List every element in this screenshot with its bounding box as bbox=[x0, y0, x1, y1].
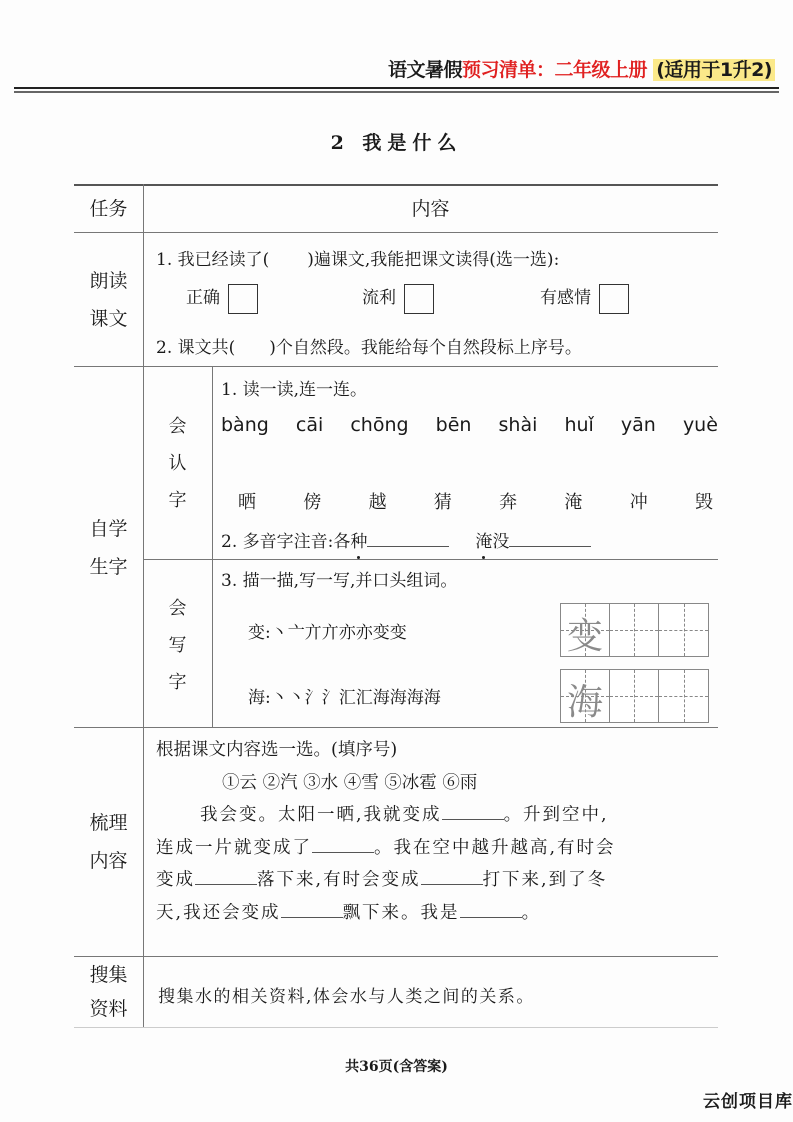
answer-blank[interactable] bbox=[195, 884, 257, 885]
character-item[interactable]: 淹 bbox=[564, 492, 583, 513]
task-label-self-study bbox=[74, 510, 143, 586]
writing-grid-bian[interactable] bbox=[560, 603, 709, 657]
row-divider bbox=[74, 232, 718, 233]
task-label-line: 自学 bbox=[89, 518, 128, 540]
stroke-order-bian: 变:丶亠亣亣亦亦变变 bbox=[248, 623, 407, 643]
task-label-line: 梳理 bbox=[89, 812, 128, 834]
checkbox-correct[interactable] bbox=[228, 284, 258, 314]
pinyin-item[interactable]: yuè bbox=[682, 414, 718, 436]
fill-line: 变成 落下来,有时会变成 打下来,到了冬 bbox=[156, 870, 608, 890]
reading-option-correct: 正确 bbox=[186, 283, 258, 314]
writing-cell[interactable] bbox=[659, 604, 708, 656]
pinyin-row bbox=[221, 414, 718, 436]
answer-blank[interactable] bbox=[312, 852, 374, 853]
writing-cell[interactable] bbox=[610, 670, 659, 722]
table-top-border bbox=[74, 184, 718, 186]
recognize-question-1: 1. 读一读,连一连。 bbox=[221, 380, 368, 400]
page-footer: 共36页(含答案) bbox=[345, 1059, 448, 1075]
task-label-line: 课文 bbox=[89, 308, 128, 330]
watermark: 云创项目库 bbox=[703, 1092, 793, 1112]
fill-line: 天,我还会变成 飘下来。我是 。 bbox=[156, 902, 542, 923]
choice-list: ①云 ②汽 ③水 ④雪 ⑤冰雹 ⑥雨 bbox=[222, 772, 478, 793]
pinyin-item[interactable]: shài bbox=[498, 414, 538, 436]
character-item[interactable]: 晒 bbox=[238, 492, 256, 513]
answer-blank[interactable] bbox=[460, 917, 522, 918]
column-header-content: 内容 bbox=[411, 198, 450, 220]
checkbox-fluent[interactable] bbox=[404, 284, 434, 314]
fill-line: 连成一片就变成了 。我在空中越升越高,有时会 bbox=[156, 837, 616, 858]
character-row bbox=[238, 488, 713, 514]
task-label-collect bbox=[74, 958, 143, 1026]
task-label-organize bbox=[74, 804, 143, 880]
subcolumn-divider bbox=[212, 366, 213, 727]
character-item[interactable]: 毁 bbox=[694, 492, 713, 513]
subtask-label-recognize: 会 认 字 bbox=[168, 416, 187, 511]
organize-instruction: 根据课文内容选一选。(填序号) bbox=[156, 740, 398, 760]
character-item[interactable]: 傍 bbox=[303, 492, 322, 513]
pinyin-item[interactable]: cāi bbox=[295, 414, 324, 436]
task-label-line: 内容 bbox=[89, 850, 128, 872]
row-divider bbox=[74, 727, 718, 728]
checkbox-expressive[interactable] bbox=[599, 284, 629, 314]
header-series: 语文暑假 bbox=[388, 59, 463, 81]
pinyin-item[interactable]: chōng bbox=[350, 414, 409, 436]
header-grade-badge: (适用于1升2) bbox=[653, 59, 775, 81]
pinyin-answer-blank[interactable] bbox=[367, 546, 449, 547]
task-label-line: 朗读 bbox=[89, 270, 128, 292]
pinyin-item[interactable]: huǐ bbox=[564, 414, 594, 436]
reading-option-expressive: 有感情 bbox=[540, 283, 629, 314]
tracing-cell[interactable]: 海 bbox=[561, 670, 610, 722]
stroke-order-hai: 海:丶丶氵氵汇汇海海海海 bbox=[248, 688, 441, 708]
row-divider bbox=[74, 956, 718, 957]
task-label-line: 搜集 bbox=[89, 964, 128, 986]
task-label-reading bbox=[74, 262, 143, 338]
reading-option-fluent: 流利 bbox=[362, 283, 434, 314]
task-label-line: 资料 bbox=[89, 998, 128, 1020]
organize-content bbox=[156, 734, 616, 929]
row-divider bbox=[74, 366, 718, 367]
character-item[interactable]: 冲 bbox=[629, 492, 648, 513]
header-rule-thin bbox=[14, 91, 779, 93]
character-item[interactable]: 越 bbox=[368, 492, 387, 513]
reading-question-2: 2. 课文共( )个自然段。我能给每个自然段标上序号。 bbox=[156, 338, 582, 358]
character-item[interactable]: 猜 bbox=[433, 492, 452, 513]
tracing-cell[interactable]: 变 bbox=[561, 604, 610, 656]
answer-blank[interactable] bbox=[421, 884, 483, 885]
document-header bbox=[388, 55, 775, 82]
subtask-label-write: 会 写 字 bbox=[168, 598, 187, 693]
pinyin-item[interactable]: bàng bbox=[221, 414, 269, 436]
polyphone-marked-char: 淹 bbox=[475, 532, 493, 552]
writing-grid-hai[interactable] bbox=[560, 669, 709, 723]
pinyin-item[interactable]: bēn bbox=[435, 414, 472, 436]
column-header-task: 任务 bbox=[89, 198, 128, 220]
writing-cell[interactable] bbox=[659, 670, 708, 722]
writing-cell[interactable] bbox=[610, 604, 659, 656]
answer-blank[interactable] bbox=[442, 819, 504, 820]
table-bottom-border bbox=[74, 1027, 718, 1028]
collect-text: 搜集水的相关资料,体会水与人类之间的关系。 bbox=[158, 987, 535, 1007]
fill-line: 我会变。太阳一晒,我就变成 。升到空中, bbox=[200, 805, 609, 825]
recognize-question-2: 2. 多音字注音:各种 淹没 bbox=[221, 527, 591, 552]
character-item[interactable]: 奔 bbox=[499, 492, 518, 513]
polyphone-marked-char: 种 bbox=[350, 532, 368, 552]
row-divider bbox=[143, 559, 718, 560]
pinyin-item[interactable]: yān bbox=[620, 414, 656, 436]
answer-blank[interactable] bbox=[281, 917, 343, 918]
header-rule-thick bbox=[14, 87, 779, 89]
write-question-3: 3. 描一描,写一写,并口头组词。 bbox=[221, 571, 458, 591]
header-subtitle: 预习清单：二年级上册 bbox=[462, 59, 648, 81]
task-label-line: 生字 bbox=[89, 556, 128, 578]
reading-question-1: 1. 我已经读了( )遍课文,我能把课文读得(选一选): bbox=[156, 250, 560, 270]
pinyin-answer-blank[interactable] bbox=[509, 546, 591, 547]
lesson-title: 2 我是什么 bbox=[330, 132, 463, 154]
